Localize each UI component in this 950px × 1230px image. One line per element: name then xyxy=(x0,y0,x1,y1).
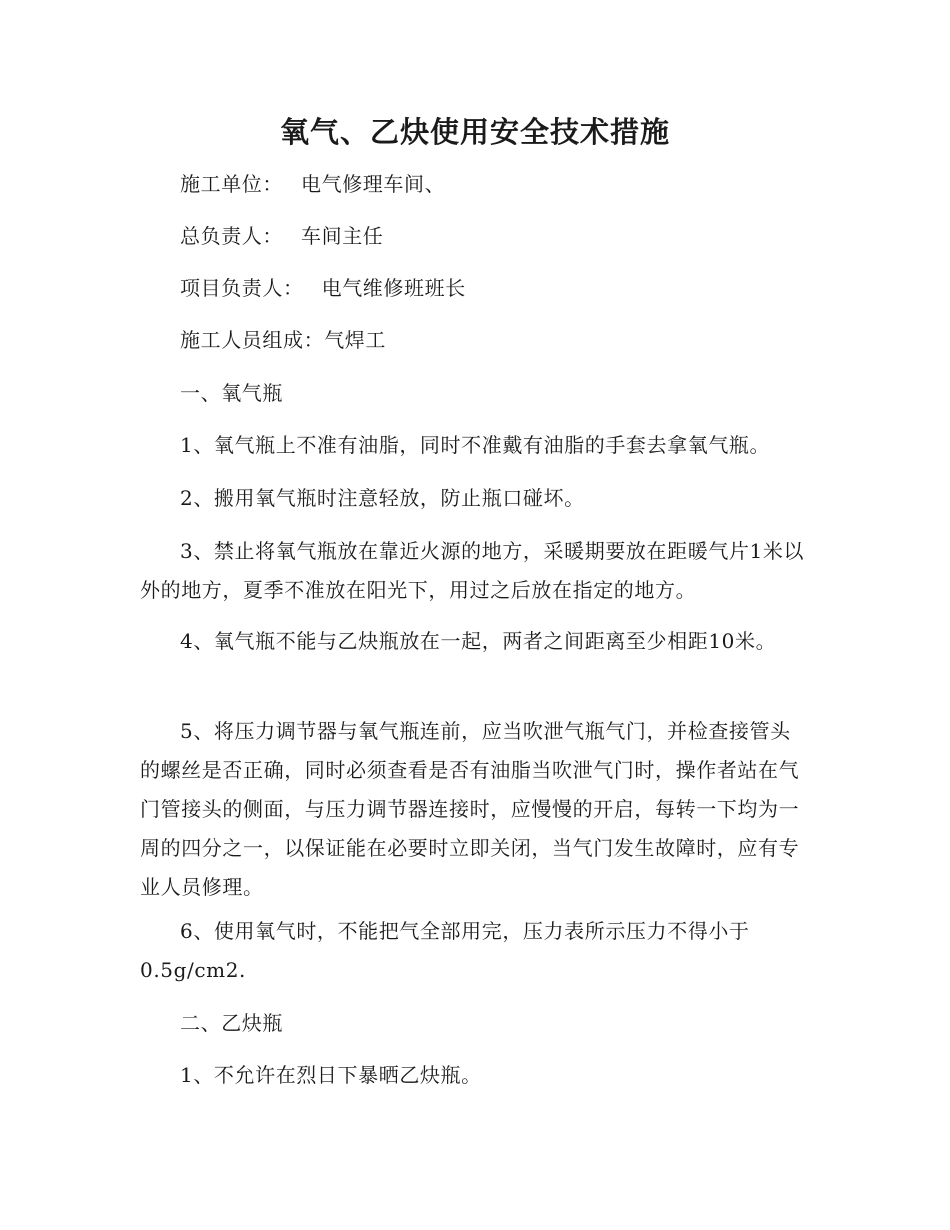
oxygen-rule-2: 2、搬用氧气瓶时注意轻放，防止瓶口碰坏。 xyxy=(180,486,585,510)
section-heading-oxygen: 一、氧气瓶 xyxy=(180,381,283,405)
construction-unit-value: 电气修理车间、 xyxy=(301,172,446,196)
chief-responsible-value: 车间主任 xyxy=(301,224,384,248)
oxygen-rule-3: 3、禁止将氧气瓶放在靠近火源的地方，采暖期要放在距暖气片1米以外的地方，夏季不准放在阳光下，用过之后放在指定的地方。 xyxy=(140,539,805,602)
section-heading-acetylene: 二、乙炔瓶 xyxy=(180,1011,283,1035)
document-title: 氧气、乙炔使用安全技术措施 xyxy=(279,115,670,149)
chief-responsible-label: 总负责人： xyxy=(180,224,283,248)
oxygen-rule-4: 4、氧气瓶不能与乙炔瓶放在一起，两者之间距离至少相距10米。 xyxy=(180,629,777,653)
oxygen-rule-5: 5、将压力调节器与氧气瓶连前，应当吹泄气瓶气门，并检查接管头的螺丝是否正确，同时必须查看是否有油脂当吹泄气门时，操作者站在气门管接头的侧面，与压力调节器连接时，应慢慢的开启，每转一下均为一周的四分之一，以保证能在必要时立即关闭，当气门发生故障时，应有专业人员修理。 xyxy=(140,719,800,899)
construction-unit-label: 施工单位： xyxy=(180,172,283,196)
chief-responsible-line xyxy=(140,217,805,256)
acetylene-rule-1: 1、不允许在烈日下暴晒乙炔瓶。 xyxy=(180,1063,482,1087)
project-responsible-label: 项目负责人： xyxy=(180,276,304,300)
project-responsible-value: 电气维修班班长 xyxy=(321,276,466,300)
construction-unit-line xyxy=(140,165,805,204)
oxygen-rule-1: 1、氧气瓶上不准有油脂，同时不准戴有油脂的手套去拿氧气瓶。 xyxy=(180,433,771,457)
oxygen-rule-6: 6、使用氧气时，不能把气全部用完，压力表所示压力不得小于0.5g/cm2. xyxy=(140,919,750,982)
project-responsible-line xyxy=(140,269,805,308)
staff-composition: 施工人员组成：气焊工 xyxy=(180,328,386,352)
